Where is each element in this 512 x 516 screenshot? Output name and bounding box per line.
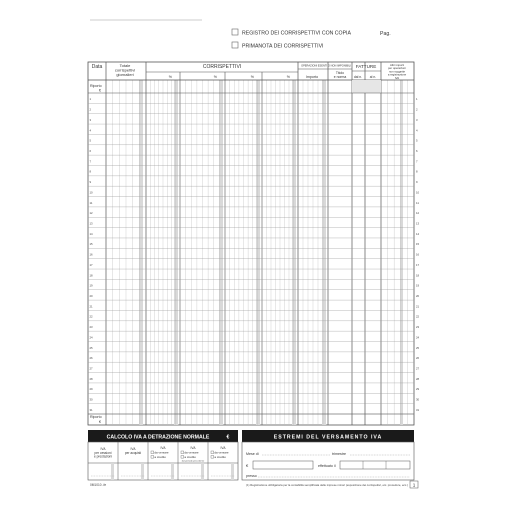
calcolo-col-label: per cessioni [94, 450, 112, 455]
row-number: 1 [89, 97, 92, 102]
checkbox-a-credito[interactable] [181, 456, 184, 459]
checkbox-primanota[interactable] [232, 42, 238, 48]
riporto-top-label: Riporto [90, 84, 102, 88]
percent-labels [169, 75, 291, 79]
row-number: 8 [89, 169, 92, 174]
calcolo-option-label: a credito [184, 454, 196, 459]
shaded-band [201, 463, 204, 480]
header-importo: Importo [305, 75, 319, 79]
checkbox-registro[interactable] [232, 29, 238, 35]
row-number: 9 [416, 180, 418, 185]
checkbox-a-credito[interactable] [211, 456, 214, 459]
row-number: 18 [89, 273, 93, 278]
row-number: 10 [89, 190, 93, 195]
calcolo-option-label: da versare [214, 450, 229, 455]
row-number: 23 [416, 325, 420, 330]
row-number: 20 [416, 293, 420, 298]
row-number: 6 [89, 149, 92, 154]
row-number: 27 [89, 366, 93, 371]
option-primanota-label: PRIMANOTA DEI CORRISPETTIVI [242, 43, 324, 50]
row-number: 20 [89, 293, 93, 298]
row-number: 24 [416, 335, 420, 340]
row-number: 19 [416, 283, 420, 288]
calcolo-option-label: a credito [154, 454, 166, 459]
shaded-band [139, 80, 143, 425]
shaded-band [174, 80, 178, 425]
footer-page-number: 1 [412, 482, 416, 488]
header-corrispettivi: CORRISPETTIVI [202, 64, 242, 70]
row-number: 29 [89, 387, 93, 392]
row-number: 15 [89, 242, 93, 247]
row-number: 3 [416, 117, 418, 122]
header-titolo: Titolo e norma [333, 71, 347, 79]
header-operazioni: OPERAZIONI ESENTI O NON IMPONIBILI [301, 64, 351, 68]
row-number: 7 [89, 159, 92, 164]
calcolo-col-note: dal periodo precedente [181, 460, 205, 463]
row-number: 21 [416, 304, 420, 309]
row-number: 5 [416, 138, 418, 143]
estremi-effettuato-label: effettuato il [318, 464, 336, 468]
row-number: 29 [416, 387, 420, 392]
amount-field[interactable] [253, 461, 313, 469]
header-totale: Totale corrispettivi giornalieri [114, 63, 136, 77]
row-number: 12 [416, 211, 420, 216]
shaded-band [256, 80, 260, 425]
shaded-band [231, 463, 234, 480]
percent-label: % [168, 75, 172, 79]
calcolo-col-label: IVA [220, 446, 226, 450]
calcolo-option-label: a credito [214, 454, 226, 459]
row-number: 23 [89, 325, 93, 330]
row-number: 30 [416, 397, 420, 402]
header-al: al n. [369, 75, 377, 79]
calcolo-table [88, 442, 238, 480]
row-number: 7 [416, 159, 418, 164]
shaded-band [322, 80, 326, 425]
row-number: 2 [416, 107, 418, 112]
percent-label: % [286, 75, 290, 79]
estremi-trimestre-label: trimestre [332, 452, 346, 456]
shaded-band [111, 463, 114, 480]
calcolo-option-label: da versare [184, 450, 199, 455]
row-number: 17 [89, 262, 93, 267]
shaded-cell [352, 80, 381, 93]
header-fatture: FATTURE [355, 64, 377, 69]
register-grid [88, 62, 414, 425]
footer-note: (1) Registrazione obbligatoria per la contabilità semplificata delle imprese minori (esposizione dei corrispettivi, etc. procedure, ecc.) [246, 483, 408, 487]
shaded-band [141, 463, 144, 480]
row-number: 16 [416, 252, 420, 257]
riporto-bottom-euro: € [99, 420, 101, 424]
row-number: 28 [89, 376, 93, 381]
checkbox-da-versare[interactable] [211, 451, 214, 454]
row-number: 25 [416, 345, 420, 350]
calcolo-col-label: IVA [190, 446, 196, 450]
row-number: 14 [89, 231, 93, 236]
row-number: 4 [89, 128, 92, 133]
row-number: 31 [89, 407, 93, 412]
row-number: 6 [416, 149, 418, 154]
row-number: 18 [416, 273, 420, 278]
row-number: 17 [416, 262, 420, 267]
calcolo-col-label: e prestazioni [93, 454, 113, 459]
riporto-top-euro: € [99, 88, 101, 93]
row-number: 14 [416, 231, 420, 236]
shaded-band [219, 80, 223, 425]
calcolo-euro: € [226, 434, 230, 441]
row-number: 9 [89, 180, 92, 185]
calcolo-title: CALCOLO IVA A DETRAZIONE NORMALE [106, 434, 210, 441]
header-note: Altri importi per operazioni non soggette a registrazione IVA [387, 63, 407, 80]
row-number: 13 [416, 221, 420, 226]
row-number: 25 [89, 345, 93, 350]
percent-label: % [250, 75, 254, 79]
shaded-band [400, 80, 403, 425]
row-number: 4 [416, 128, 418, 133]
row-number: 5 [89, 138, 92, 143]
row-number: 21 [89, 304, 93, 309]
checkbox-a-credito[interactable] [151, 456, 154, 459]
checkbox-da-versare[interactable] [151, 451, 154, 454]
header-data: Data [91, 64, 103, 70]
calcolo-col-label: IVA [100, 447, 106, 451]
row-number: 15 [416, 242, 420, 247]
row-number: 26 [416, 356, 420, 361]
estremi-title: ESTREMI DEL VERSAMENTO IVA [273, 434, 383, 441]
row-number: 30 [89, 397, 93, 402]
estremi-mese-label: Mese di [246, 452, 259, 456]
row-number: 22 [416, 314, 420, 319]
row-number: 22 [89, 314, 93, 319]
date-field[interactable] [340, 461, 410, 469]
checkbox-da-versare[interactable] [181, 451, 184, 454]
row-number: 24 [89, 335, 93, 340]
row-number: 11 [416, 200, 419, 205]
riporto-bottom-label: Riporto [90, 415, 102, 419]
header-dal: dal n. [353, 75, 363, 79]
percent-label: % [213, 75, 217, 79]
shaded-band [292, 80, 296, 425]
row-number: 3 [89, 117, 92, 122]
row-number: 27 [416, 366, 420, 371]
footer-code: 0M1010 -fe [90, 483, 107, 487]
row-number: 1 [416, 97, 418, 102]
row-number: 13 [89, 221, 93, 226]
row-number: 16 [89, 252, 93, 257]
row-number: 10 [416, 190, 420, 195]
calcolo-col-label: IVA [130, 447, 136, 451]
row-number: 2 [89, 107, 92, 112]
page-number-label: Pag. [380, 31, 391, 37]
row-number: 31 [416, 407, 420, 412]
row-number: 8 [416, 169, 418, 174]
calcolo-col-label: IVA [160, 446, 166, 450]
estremi-presso-label: presso [246, 474, 257, 478]
estremi-euro: € [246, 463, 249, 468]
calcolo-option-label: da versare [154, 450, 169, 455]
shaded-band [171, 463, 174, 480]
row-number: 11 [89, 200, 93, 205]
row-number: 19 [89, 283, 93, 288]
row-number: 28 [416, 376, 420, 381]
calcolo-col-label: per acquisti [124, 450, 142, 455]
row-number: 26 [89, 356, 93, 361]
row-number: 12 [89, 211, 93, 216]
option-registro-label: REGISTRO DEI CORRISPETTIVI CON COPIA [242, 30, 351, 37]
